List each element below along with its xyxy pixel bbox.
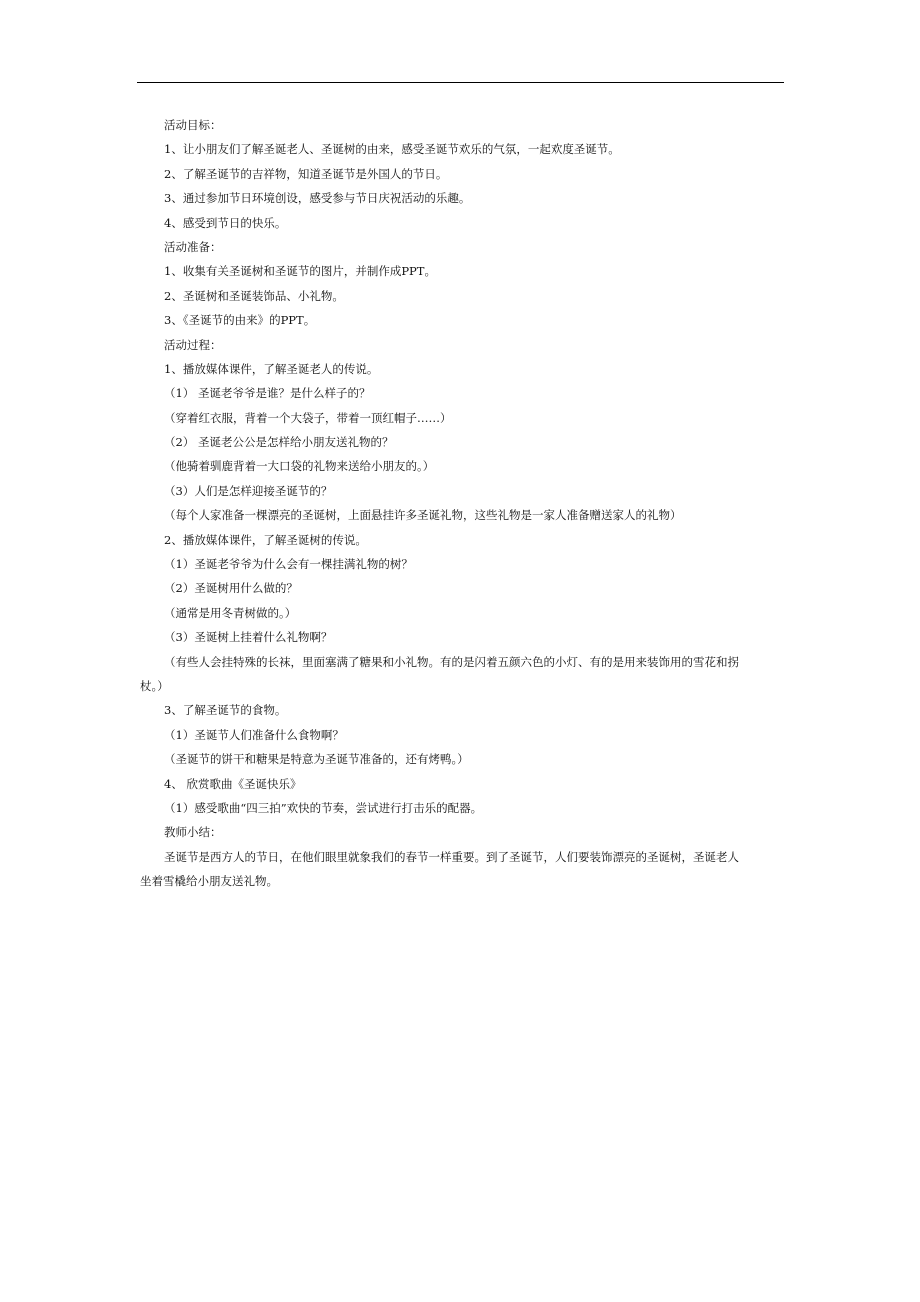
process-line: （3）圣诞树上挂着什么礼物啊？ (164, 630, 333, 645)
heading-summary: 教师小结： (164, 825, 222, 840)
summary-continuation: 坐着雪橇给小朋友送礼物。 (140, 874, 278, 889)
summary-line: 圣诞节是西方人的节日，在他们眼里就象我们的春节一样重要。到了圣诞节，人们要装饰漂亮的圣诞树，圣诞老人 (164, 849, 739, 864)
prep-line: 3、《圣诞节的由来》的PPT。 (164, 313, 316, 328)
process-line: （2）圣诞树用什么做的？ (164, 581, 298, 596)
heading-process: 活动过程： (164, 337, 222, 352)
process-line: （圣诞节的饼干和糖果是特意为圣诞节准备的，还有烤鸭。） (164, 752, 469, 767)
heading-goals: 活动目标： (164, 118, 222, 132)
process-line: （1）感受歌曲“四三拍”欢快的节奏，尝试进行打击乐的配器。 (164, 800, 483, 815)
long-paragraph-line: （有些人会挂特殊的长袜，里面塞满了糖果和小礼物。有的是闪着五颜六色的小灯、有的是用来装饰用的雪花和拐 (164, 654, 739, 669)
prep-line: 2、圣诞树和圣诞装饰品、小礼物。 (164, 288, 344, 303)
process-line: （通常是用冬青树做的。） (164, 605, 297, 620)
header-rule (137, 82, 784, 83)
process-line: （2） 圣诞老公公是怎样给小朋友送礼物的？ (164, 435, 394, 450)
heading-prep: 活动准备： (164, 239, 222, 254)
process-line: 3、了解圣诞节的食物。 (164, 703, 287, 718)
process-line: （1）圣诞节人们准备什么食物啊？ (164, 727, 344, 742)
process-line: （他骑着驯鹿背着一大口袋的礼物来送给小朋友的。） (164, 459, 435, 474)
process-line: （1） 圣诞老爷爷是谁？是什么样子的？ (164, 386, 371, 401)
prep-line: 1、收集有关圣诞树和圣诞节的图片，并制作成PPT。 (164, 264, 436, 279)
process-line: 2、播放媒体课件，了解圣诞树的传说。 (164, 532, 367, 547)
goal-line: 4、感受到节日的快乐。 (164, 215, 287, 230)
goal-line: 2、了解圣诞节的吉祥物，知道圣诞节是外国人的节日。 (164, 166, 448, 181)
goal-line: 3、通过参加节日环境创设，感受参与节日庆祝活动的乐趣。 (164, 191, 471, 206)
process-line: （1）圣诞老爷爷为什么会有一棵挂满礼物的树？ (164, 557, 413, 572)
process-line: 4、 欣赏歌曲《圣诞快乐》 (164, 776, 302, 791)
goal-line: 1、让小朋友们了解圣诞老人、圣诞树的由来，感受圣诞节欢乐的气氛，一起欢度圣诞节。 (164, 142, 620, 157)
process-line: 1、播放媒体课件，了解圣诞老人的传说。 (164, 361, 379, 376)
process-line: （3）人们是怎样迎接圣诞节的？ (164, 483, 333, 498)
process-line: （穿着红衣服，背着一个大袋子，带着一顶红帽子……） (164, 410, 452, 425)
long-paragraph-continuation: 杖。） (140, 678, 169, 693)
process-line: （每个人家准备一棵漂亮的圣诞树，上面悬挂许多圣诞礼物，这些礼物是一家人准备赠送家人的礼物） (164, 508, 682, 523)
document-body (140, 113, 786, 894)
